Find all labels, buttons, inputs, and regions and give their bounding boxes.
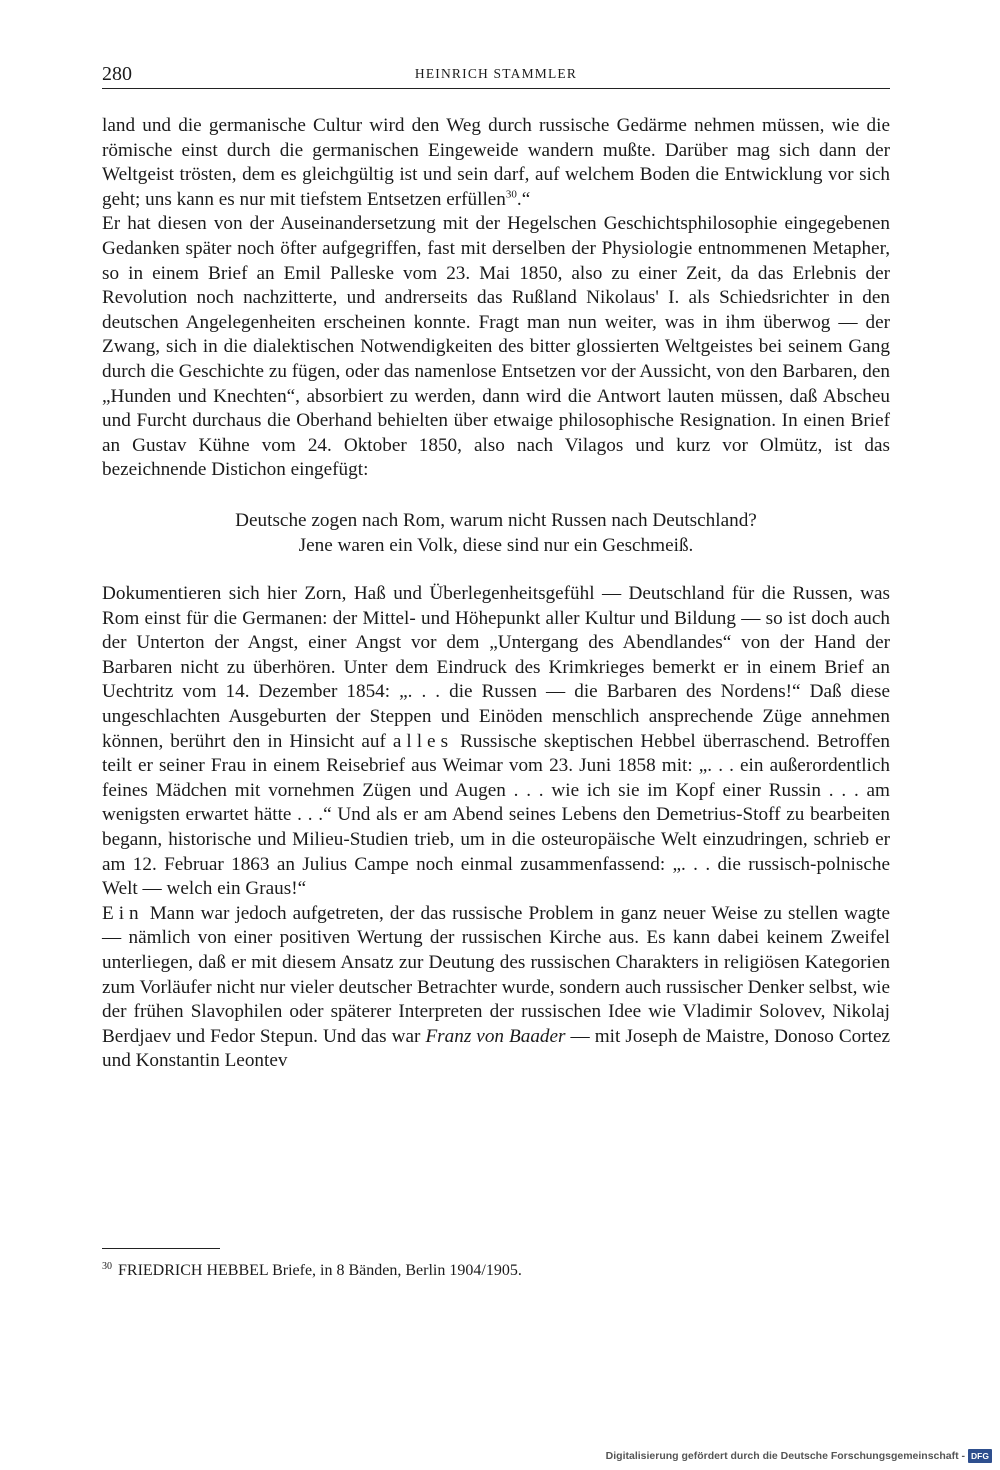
footnote-divider xyxy=(102,1248,220,1249)
paragraph-3-text-b: Russische skeptischen Hebbel überraschend. Betroffen teilt er seiner Frau in einem Reisebrief aus Weimar vom 23. Juni 1858 mit: „. . . ein außerordentlich feines Mädchen mit vornehmen Zügen und Augen . . . wie ich sie im Kopf einer Russin . . . am wenigsten erwartet hätte . . .“ Und als er am Abend seines Lebens den Demetrius-Stoff zu bearbeiten begann, historische und Milieu-Studien trieb, um in die osteuropäische Welt einzudringen, schrieb er am 12. Februar 1863 an Julius Campe noch einmal zusammenfassend: „. . . die russisch-polnische Welt — welch ein Graus!“ xyxy=(102,730,891,900)
spaced-emphasis: alles xyxy=(392,730,454,752)
paragraph-4-end: — mit Joseph de Maistre, Donoso Cortez und Konstantin Leontev xyxy=(102,1025,891,1072)
footnote-text: FRIEDRICH HEBBEL Briefe, in 8 Bänden, Berlin 1904/1905. xyxy=(118,1262,522,1279)
digitization-credit xyxy=(606,1449,992,1463)
page-header xyxy=(102,62,890,89)
paragraph-3 xyxy=(102,582,890,902)
page-number: 280 xyxy=(102,63,132,85)
footnote-reference: 30 xyxy=(505,188,517,201)
paragraph-1 xyxy=(102,114,890,212)
credit-text: Digitalisierung gefördert durch die Deutsche Forschungsgemeinschaft - xyxy=(605,1450,966,1462)
verse-line-1: Deutsche zogen nach Rom, warum nicht Russen nach Deutschland? xyxy=(235,509,757,531)
distichon xyxy=(102,509,890,558)
footnote xyxy=(102,1261,890,1281)
paragraph-1-end: .“ xyxy=(516,188,531,210)
running-head: HEINRICH STAMMLER xyxy=(414,66,578,81)
name-franz-von-baader: Franz von Baader xyxy=(425,1025,566,1047)
footnote-mark: 30 xyxy=(102,1260,112,1272)
body-text xyxy=(102,114,890,1074)
paragraph-2: Er hat diesen von der Auseinandersetzung mit der Hegelschen Geschichtsphilosophie eingegebenen Gedanken später noch öfter aufgegriffen, fast mit derselben der Physiologie entnommenen Metapher, so in einem Brief an Emil Palleske vom 23. Mai 1850, also zu einer Zeit, da das Erlebnis der Revolution noch nachzitterte, und andrerseits das Rußland Nikolaus' I. als Schiedsrichter in den deutschen Angelegenheiten erscheinen konnte. Fragt man nun weiter, was in ihm überwog — der Zwang, sich in die dialektischen Notwendigkeiten des bitter glossierten Weltgeistes bei seinem Gang durch die Geschichte zu fügen, oder das namenlose Entsetzen vor der Aussicht, von den Barbaren, den „Hunden und Knechten“, absorbiert zu werden, dann wird die Antwort lauten müssen, daß Abscheu und Furcht durchaus die Oberhand behielten über etwaige philosophische Resignation. In einen Brief an Gustav Kühne vom 24. Oktober 1850, also nach Vilagos und kurz vor Olmütz, ist das bezeichnende Distichon eingefügt: xyxy=(102,213,890,481)
dfg-logo: DFG xyxy=(968,1449,992,1463)
paragraph-4 xyxy=(102,902,890,1074)
verse-line-2: Jene waren ein Volk, diese sind nur ein Geschmeiß. xyxy=(298,534,694,556)
paragraph-4-text: Mann war jedoch aufgetreten, der das russische Problem in ganz neuer Weise zu stellen wagte — nämlich von einer positiven Wertung der russischen Kirche aus. Es kann dabei keinem Zweifel unterliegen, daß er mit diesem Ansatz zur Deutung des russischen Charakters in religiösen Kategorien zum Vorläufer nicht nur vieler deutscher Betrachter wurde, sondern auch russischer Denker selbst, wie der frühen Slavophilen oder späterer Interpreten der russischen Idee wie Vladimir Solovev, Nikolaj Berdjaev und Fedor Stepun. Und das war xyxy=(102,902,890,1047)
spaced-emphasis-ein: Ein xyxy=(102,902,144,924)
paragraph-1-text: land und die germanische Cultur wird den Weg durch russische Gedärme nehmen müssen, wie die römische einst durch die germanischen Eingeweide wandern mußte. Darüber mag sich dann der Weltgeist trösten, dem es gleichgültig ist und sein darf, auf welchem Boden die Entwicklung vor sich geht; uns kann es nur mit tiefstem Entsetzen erfüllen xyxy=(102,115,890,210)
paragraph-3-text-a: Dokumentieren sich hier Zorn, Haß und Überlegenheitsgefühl — Deutschland für die Russen, was Rom einst für die Germanen: der Mittel- und Höhepunkt aller Kultur und Bildung — so ist doch auch der Unterton der Angst, einer Angst vor dem „Untergang des Abendlandes“ von der Hand der Barbaren nicht zu überhören. Unter dem Eindruck des Krimkrieges bemerkt er in einem Brief an Uechtritz vom 14. Dezember 1854: „. . . die Russen — die Barbaren des Nordens!“ Daß diese ungeschlachten Ausgeburten der Steppen und Einöden menschlich ansprechende Züge annehmen können, berührt den in Hinsicht auf xyxy=(102,583,890,752)
